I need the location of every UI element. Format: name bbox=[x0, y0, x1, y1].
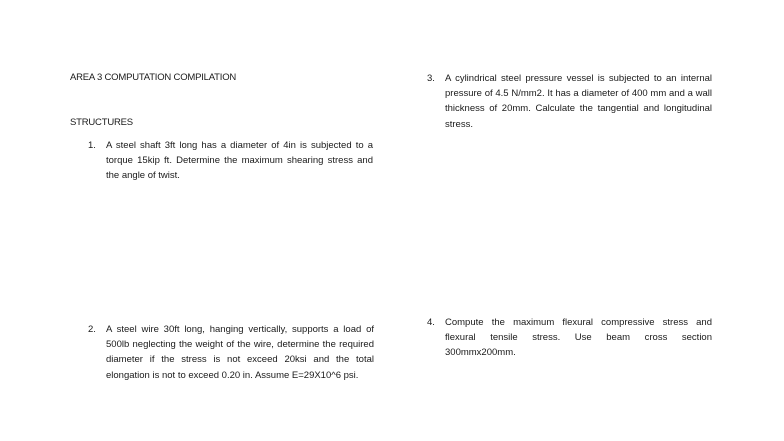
problem-number: 4. bbox=[427, 317, 435, 328]
problem-text: A cylindrical steel pressure vessel is subjected to an internal pressure of 4.5 N/mm2. It has a diameter of 400 mm and a wall thickness of 20mm. Calculate the tangential and longitudinal stress. bbox=[445, 73, 712, 130]
problem-number: 2. bbox=[88, 324, 96, 335]
problem-text: A steel shaft 3ft long has a diameter of 4in is subjected to a torque 15kip ft. Determine the maximum shearing stress and the angle of twist. bbox=[106, 140, 373, 182]
document-title: AREA 3 COMPUTATION COMPILATION bbox=[70, 72, 237, 83]
section-title: STRUCTURES bbox=[70, 117, 133, 128]
problem-number: 3. bbox=[427, 73, 435, 84]
problem-text: Compute the maximum flexural compressive stress and flexural tensile stress. Use beam cross section 300mmx200mm. bbox=[445, 317, 712, 359]
problem-text: A steel wire 30ft long, hanging vertically, supports a load of 500lb neglecting the weight of the wire, determine the required diameter if the stress is not exceed 20ksi and the total elongation is not to exceed 0.20 in. Assume E=29X10^6 psi. bbox=[106, 324, 374, 381]
problem-number: 1. bbox=[88, 140, 96, 151]
